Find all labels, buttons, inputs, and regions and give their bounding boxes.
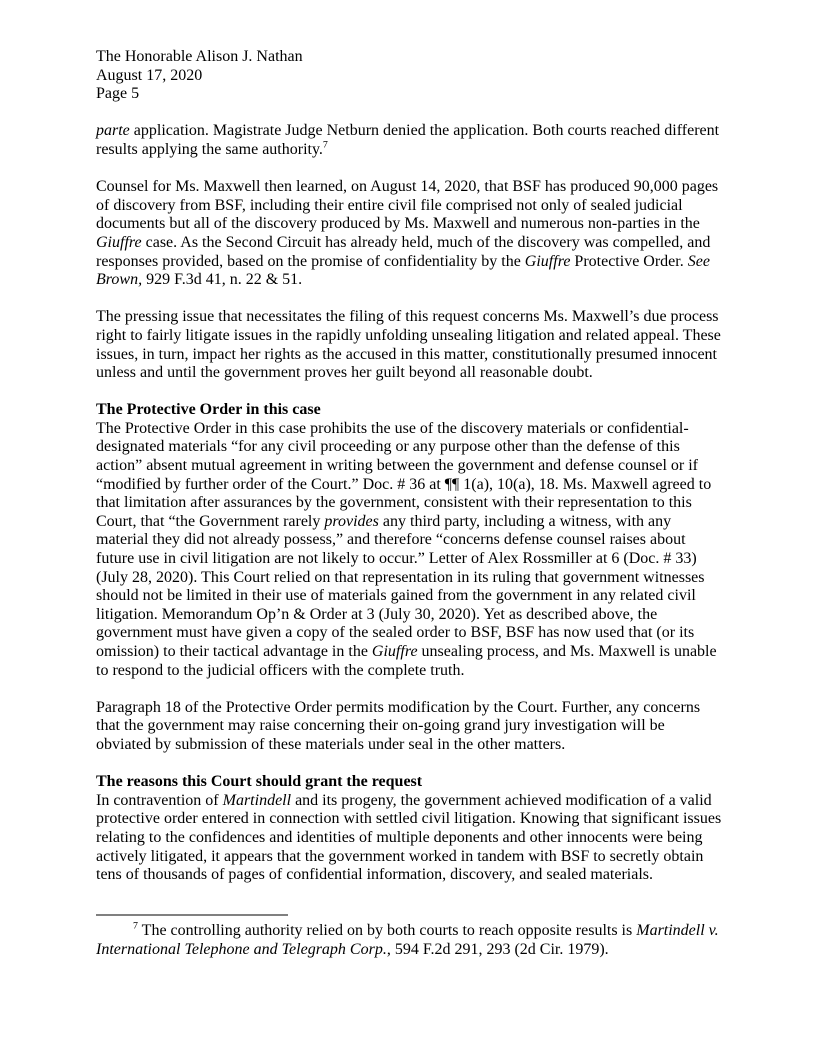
footnote-separator [96,914,288,916]
date-line: August 17, 2020 [96,66,203,84]
section-heading-reasons: The reasons this Court should grant the request [96,773,423,791]
paragraph-contravention: In contravention of Martindell and its progeny, the government achieved modification of a valid protective order entered in connection with settled civil litigation. Knowing that significant issues relating to the confidences and identities of multiple deponents and other innocents were being actively litigated, it appears that the government worked in tandem with BSF to secretly obtain tens of thousands of pages of confidential information, discovery, and sealed materials. [96,791,722,884]
paragraph-application-denied: parte application. Magistrate Judge Netburn denied the application. Both courts reached different results applying the same authority.$^7$ [96,122,720,158]
page-number-line: Page 5 [96,85,140,103]
paragraph-counsel-learned: Counsel for Ms. Maxwell then learned, on August 14, 2020, that BSF has produced 90,000 pages of discovery from BSF, including their entire civil file comprised not only of sealed judicial documents but all of the discovery produced by Ms. Maxwell and numerous non-parties in the Giuffre case. As the Second Circuit has already held, much of the discovery was compelled, and responses provided, based on the promise of confidentiality by the Giuffre Protective Order. See Brown, 929 F.3d 41, n. 22 & 51. [96,178,719,289]
document-body [96,48,722,903]
letter-header [96,48,722,104]
footnote-area [96,914,722,960]
footnote-7: $^7$ The controlling authority relied on by both courts to reach opposite results is Martindell v. International Telephone and Telegraph Corp., 594 F.2d 291, 293 (2d Cir. 1979). [96,920,719,958]
paragraph-pressing-issue: The pressing issue that necessitates the filing of this request concerns Ms. Maxwell’s due process right to fairly litigate issues in the rapidly unfolding unsealing litigation and related appeal. These issues, in turn, impact her rights as the accused in this matter, constitutionally presumed innocent unless and until the government proves her guilt beyond all reasonable doubt. [96,308,721,382]
section-heading-protective-order: The Protective Order in this case [96,401,321,419]
recipient-line: The Honorable Alison J. Nathan [96,48,303,65]
paragraph-protective-order: The Protective Order in this case prohibits the use of the discovery materials or confidential-designated materials “for any civil proceeding or any purpose other than the defense of this action” absent mutual agreement in writing between the government and defense counsel or if “modified by further order of the Court.” Doc. # 36 at ¶¶ 1(a), 10(a), 18. Ms. Maxwell agreed to that limitation after assurances by the government, consistent with their representation to this Court, that “the Government rarely provides any third party, including a witness, with any material they did not already possess,” and therefore “concerns defense counsel raises about future use in civil litigation are not likely to occur.” Letter of Alex Rossmiller at 6 (Doc. # 33) (July 28, 2020). This Court relied on that representation in its ruling that government witnesses should not be limited in their use of materials gained from the government in any related civil litigation. Memorandum Op’n & Order at 3 (July 30, 2020). Yet as described above, the government must have given a copy of the sealed order to BSF, BSF has now used that (or its omission) to their tactical advantage in the Giuffre unsealing process, and Ms. Maxwell is unable to respond to the judicial officers with the complete truth. [96,419,717,679]
paragraph-modification: Paragraph 18 of the Protective Order permits modification by the Court. Further, any concerns that the government may raise concerning their on-going grand jury investigation will be obviated by submission of these materials under seal in the other matters. [96,698,701,753]
